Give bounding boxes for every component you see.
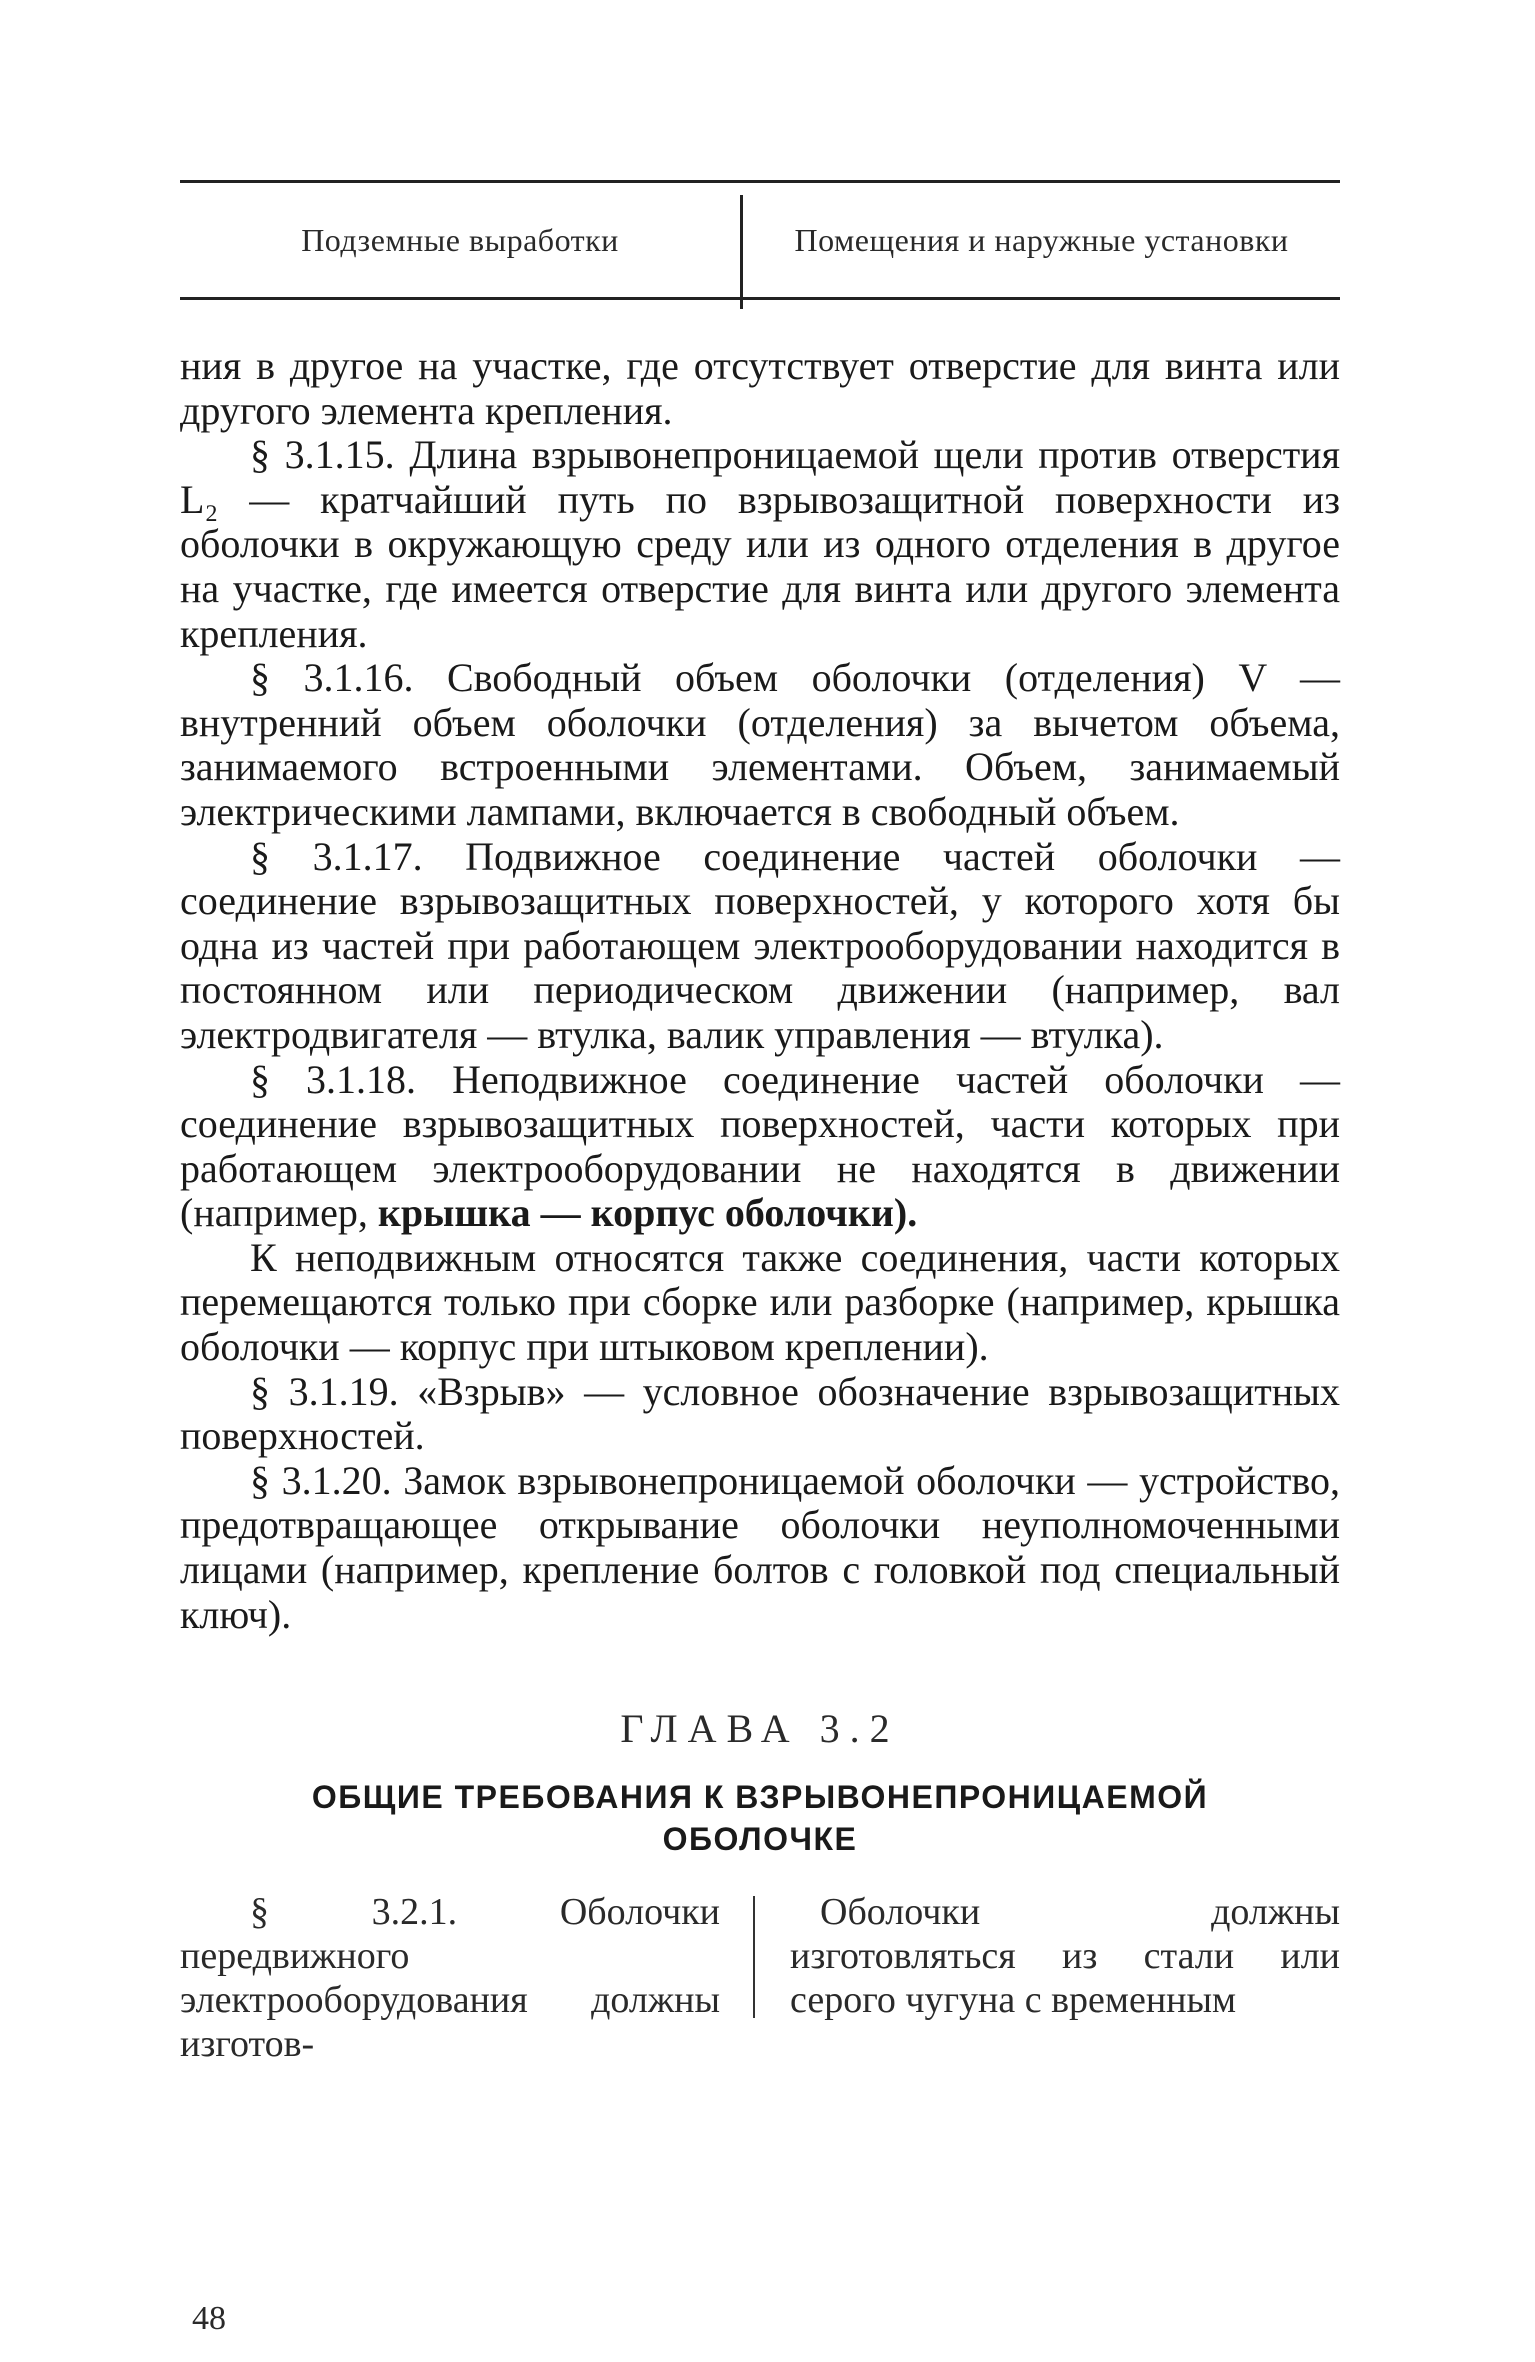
two-column-section	[180, 1890, 1340, 2066]
paragraph-3-1-19: § 3.1.19. «Взрыв» — условное обозначение взрывозащитных поверхностей.	[180, 1368, 1340, 1459]
paragraph-3-1-18	[180, 1058, 1340, 1236]
chapter-title-line-1: ОБЩИЕ ТРЕБОВАНИЯ К ВЗРЫВОНЕПРОНИЦАЕМОЙ	[311, 1779, 1209, 1816]
left-column-text: § 3.2.1. Оболочки передвижного электрооборудования должны изготов-	[180, 1891, 720, 2066]
column-header-table	[180, 180, 1340, 300]
header-left-cell: Подземные выработки	[301, 221, 619, 258]
paragraph-3-1-17: § 3.1.17. Подвижное соединение частей оболочки — соединение взрывозащитных поверхностей, у которого хотя бы одна из частей при работающем электрооборудовании находится в постоянном или периодическом движении (например, вал электродвигателя — втулка, валик управления — втулка).	[180, 833, 1340, 1057]
paragraph-3-1-18-bold: крышка — корпус оболочки).	[377, 1190, 918, 1236]
body-text	[180, 344, 1340, 1637]
paragraph-3-1-20: § 3.1.20. Замок взрывонепроницаемой оболочки — устройство, предотвращающее открывание оболочки неуполномоченными лицами (например, крепление болтов с головкой под специальный ключ).	[180, 1457, 1340, 1637]
chapter-title	[180, 1776, 1340, 1860]
paragraph-3-1-18-text: § 3.1.18. Неподвижное соединение частей оболочки — соединение взрывозащитных поверхностей, части которых при работающем электрооборудовании не находятся в движении (например,	[180, 1056, 1340, 1236]
paragraph-fixed-joints: К неподвижным относятся также соединения, части которых перемещаются только при сборке или разборке (например, крышка оболочки — корпус при штыковом креплении).	[180, 1234, 1340, 1370]
paragraph-3-1-16: § 3.1.16. Свободный объем оболочки (отделения) V — внутренний объем оболочки (отделения) за вычетом объема, занимаемого встроенными элементами. Объем, занимаемый электрическими лампами, включается в свободный объем.	[180, 655, 1340, 834]
chapter-title-line-2: ОБОЛОЧКЕ	[662, 1821, 858, 1858]
header-right-cell: Помещения и наружные установки	[794, 221, 1289, 258]
paragraph-continuation: ния в другое на участке, где отсутствует отверстие для винта или другого элемента крепления.	[180, 343, 1340, 433]
right-column-text: Оболочки должны изготовляться из стали или серого чугуна с временным	[790, 1891, 1340, 2022]
column-divider	[753, 1896, 755, 2018]
page	[180, 180, 1340, 2337]
chapter-label: ГЛАВА 3.2	[620, 1706, 900, 1752]
paragraph-3-1-15: § 3.1.15. Длина взрывонепроницаемой щели против отверстия L₂ — кратчайший путь по взрывозащитной поверхности из оболочки в окружающую среду или из одного отделения в другое на участке, где имеется отверстие для винта или другого элемента крепления.	[180, 432, 1340, 656]
page-number: 48	[192, 2300, 226, 2337]
